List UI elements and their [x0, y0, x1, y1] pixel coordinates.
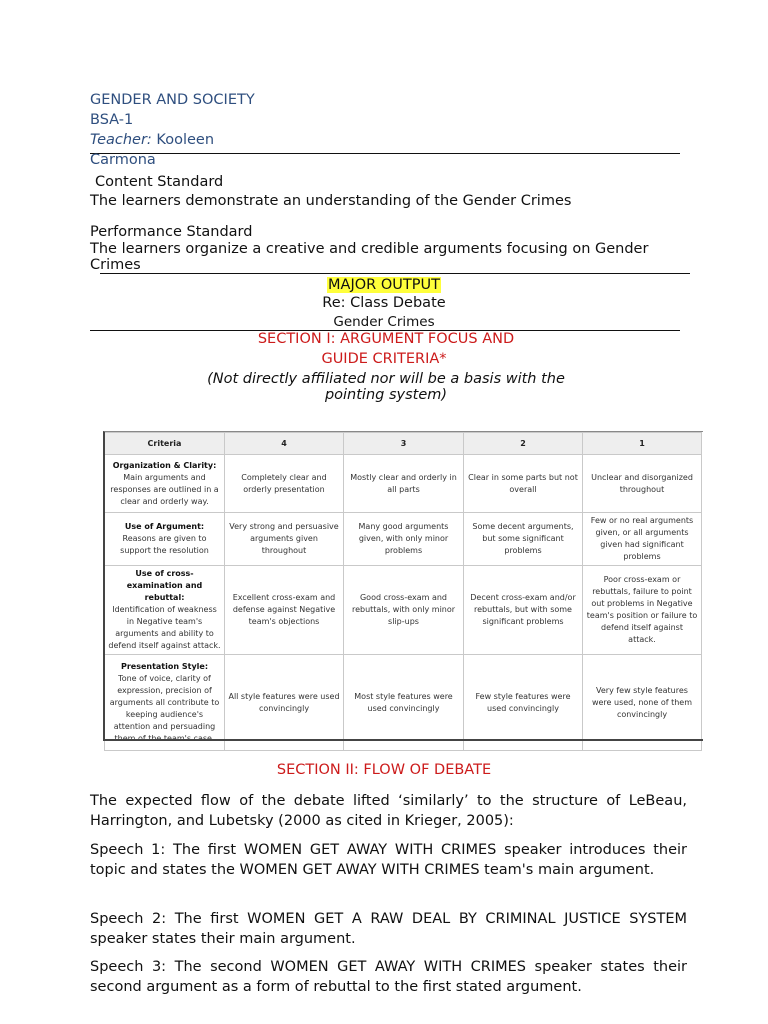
- rubric-header-row: [105, 433, 702, 455]
- rubric-cell: Clear in some parts but not overall: [464, 455, 583, 513]
- major-output-block: [0, 277, 768, 294]
- rubric-cell: Many good arguments given, with only minor problems: [344, 513, 464, 566]
- rubric-criterion-cell: [105, 455, 225, 513]
- rubric-header-score-2: 2: [464, 433, 583, 455]
- rubric-criterion-name: Organization & Clarity:: [112, 460, 217, 470]
- speech-1: Speech 1: The first WOMEN GET AWAY WITH CRIMES speaker introduces their topic and states the WOMEN GET AWAY WITH CRIMES team's main argument.: [90, 842, 687, 878]
- teacher-last-name: Carmona: [90, 152, 156, 168]
- rubric-cell: Very strong and persuasive arguments given throughout: [225, 513, 344, 566]
- rubric-criterion-cell: [105, 655, 225, 751]
- teacher-label: Teacher:: [90, 132, 152, 148]
- rubric-cell: Very few style features were used, none of them convincingly: [583, 655, 702, 751]
- rubric-row: [105, 455, 702, 513]
- rubric-criterion-cell: [105, 513, 225, 566]
- major-output-topic: Gender Crimes: [333, 314, 435, 330]
- rubric-header-score-4: 4: [225, 433, 344, 455]
- header-divider: [90, 153, 680, 154]
- section2-intro: The expected flow of the debate lifted ‘similarly’ to the structure of LeBeau, Harrington, and Lubetsky (2000 as cited in Krieger, 2005):: [90, 793, 687, 829]
- content-standard-text: The learners demonstrate an understanding of the Gender Crimes: [90, 193, 572, 209]
- rubric-criterion-name: Use of Argument:: [124, 522, 205, 531]
- rubric-cell: All style features were used convincingly: [225, 655, 344, 751]
- rubric-cell: Excellent cross-exam and defense against Negative team's objections: [225, 566, 344, 655]
- content-standard-label: Content Standard: [95, 174, 224, 190]
- rubric-cell: Unclear and disorganized throughout: [583, 455, 702, 513]
- rubric-cell: Most style features were used convincingly: [344, 655, 464, 751]
- rubric-criterion-cell: [105, 566, 225, 655]
- rubric-cell: Poor cross-exam or rebuttals, failure to point out problems in Negative team's position or failure to defend itself against attack.: [583, 566, 702, 655]
- rubric-cell: Few or no real arguments given, or all arguments given had significant problems: [583, 513, 702, 566]
- performance-standard-text: The learners organize a creative and credible arguments focusing on Gender Crimes: [90, 241, 649, 273]
- speech-2: Speech 2: The first WOMEN GET A RAW DEAL BY CRIMINAL JUSTICE SYSTEM speaker states their main argument.: [90, 911, 687, 947]
- section1-note: (Not directly affiliated nor will be a basis with the pointing system): [207, 371, 565, 403]
- rubric-row: [105, 566, 702, 655]
- rubric-row: [105, 655, 702, 751]
- course-title: GENDER AND SOCIETY: [90, 92, 255, 108]
- rubric-row: [105, 513, 702, 566]
- rubric-cell: Few style features were used convincingly: [464, 655, 583, 751]
- rubric-table: [104, 432, 702, 751]
- performance-standard-label: Performance Standard: [90, 224, 253, 240]
- rubric-cell: Completely clear and orderly presentation: [225, 455, 344, 513]
- major-output-re: Re: Class Debate: [322, 295, 446, 311]
- teacher-first-name: Kooleen: [156, 132, 215, 148]
- rubric-criterion-description: Main arguments and responses are outlined in a clear and orderly way.: [110, 472, 219, 506]
- rubric-criterion-name: Use of cross-examination and rebuttal:: [126, 569, 203, 602]
- major-output-title: MAJOR OUTPUT: [328, 277, 440, 293]
- rubric-criterion-description: Identification of weakness in Negative team's arguments and ability to defend itself against attack.: [108, 605, 221, 650]
- class-section: BSA-1: [90, 112, 134, 128]
- rubric-header-score-3: 3: [344, 433, 464, 455]
- rubric-cell: Some decent arguments, but some significant problems: [464, 513, 583, 566]
- rubric-cell: Good cross-exam and rebuttals, with only minor slip-ups: [344, 566, 464, 655]
- speech-3: Speech 3: The second WOMEN GET AWAY WITH CRIMES speaker states their second argument as a form of rebuttal to the first stated argument.: [90, 959, 687, 995]
- section1-title-line2: GUIDE CRITERIA*: [321, 351, 447, 367]
- rubric-cell: Decent cross-exam and/or rebuttals, but with some significant problems: [464, 566, 583, 655]
- section2-title: SECTION II: FLOW OF DEBATE: [276, 762, 492, 778]
- rubric-criterion-description: Reasons are given to support the resolution: [120, 534, 209, 555]
- rubric-criterion-description: Tone of voice, clarity of expression, precision of arguments all contribute to keeping audience's attention and persuading them of the team's case.: [109, 673, 220, 743]
- rubric-criterion-name: Presentation Style:: [120, 661, 209, 671]
- rubric-cell: Mostly clear and orderly in all parts: [344, 455, 464, 513]
- section1-title-line1: SECTION I: ARGUMENT FOCUS AND: [257, 331, 515, 347]
- rubric-header-score-1: 1: [583, 433, 702, 455]
- teacher-line: [90, 132, 214, 148]
- standards-divider: [100, 273, 690, 274]
- rubric-header-criteria: Criteria: [105, 433, 225, 455]
